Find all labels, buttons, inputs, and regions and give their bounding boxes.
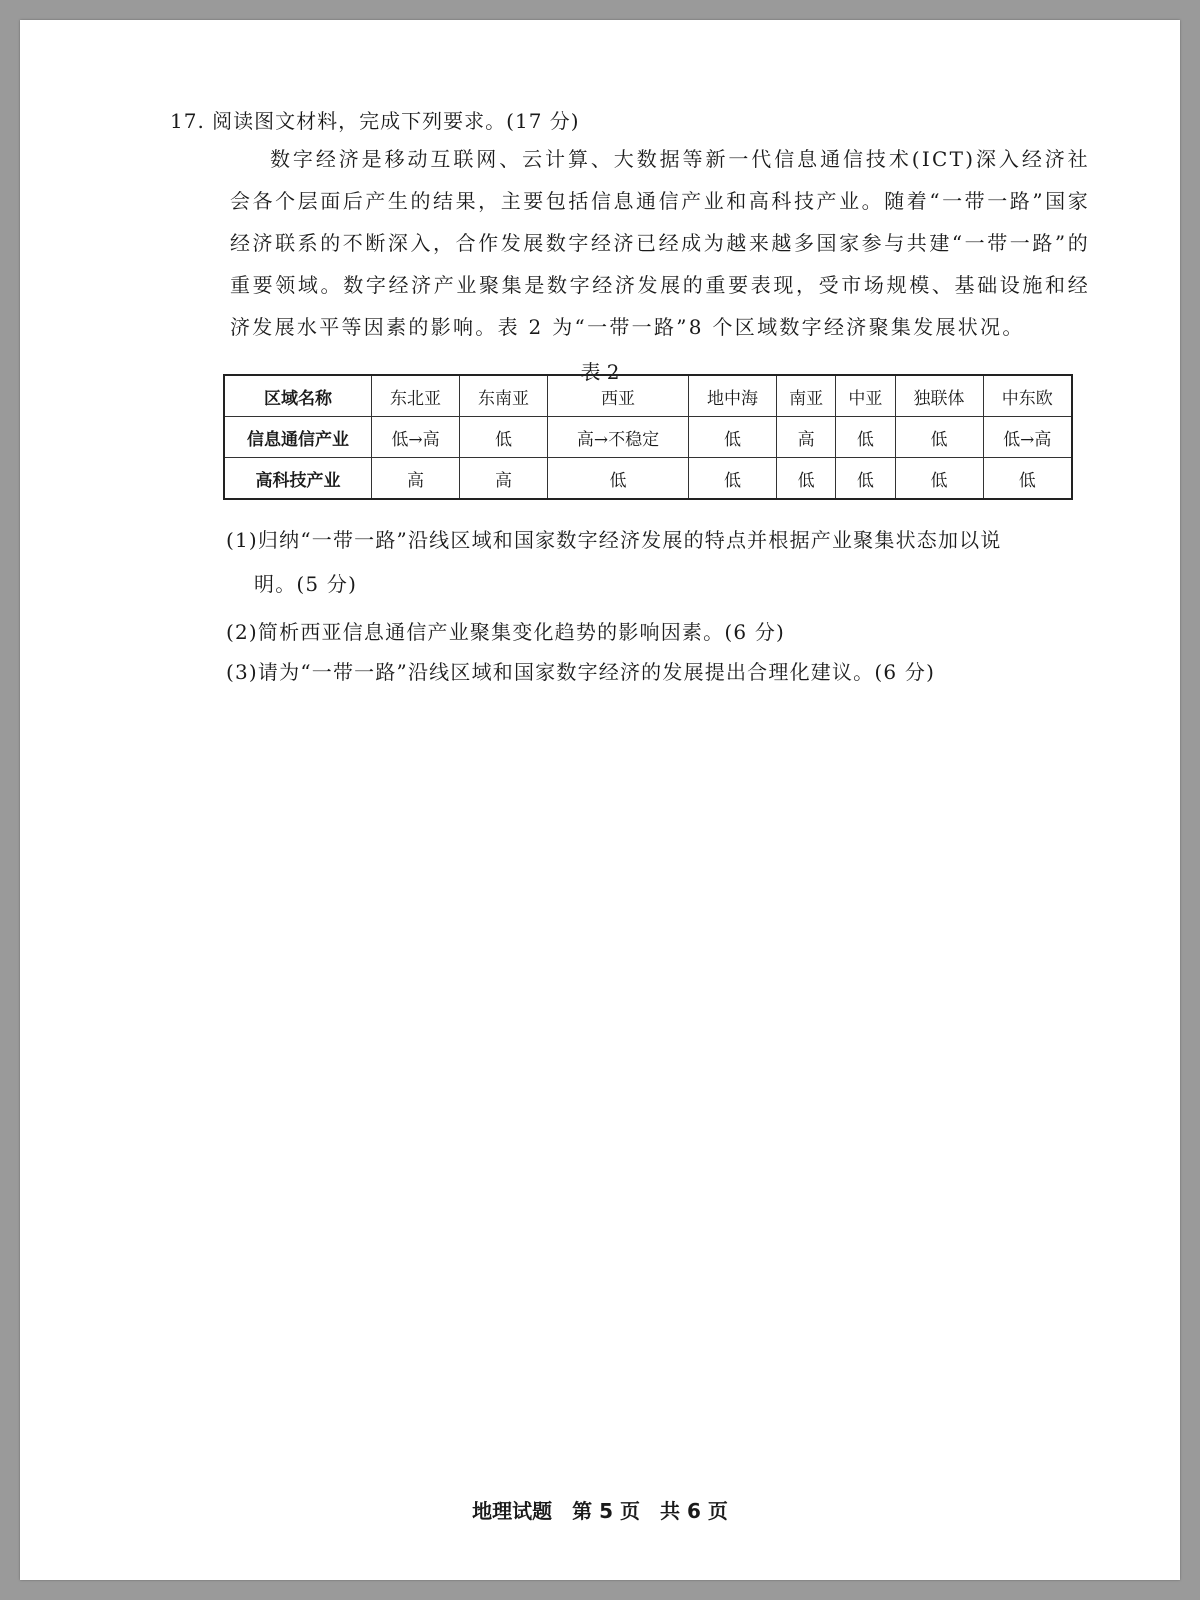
- material-paragraph: 数字经济是移动互联网、云计算、大数据等新一代信息通信技术(ICT)深入经济社会各个层面后产生的结果，主要包括信息通信产业和高科技产业。随着“一带一路”国家经济联系的不断深入，合作发展数字经济已经成为越来越多国家参与共建“一带一路”的重要领域。数字经济产业聚集是数字经济发展的重要表现，受市场规模、基础设施和经济发展水平等因素的影响。表 2 为“一带一路”8 个区域数字经济聚集发展状况。: [230, 147, 1090, 339]
- table-header-cell: 南亚: [777, 375, 836, 417]
- row-label: 信息通信产业: [224, 417, 372, 458]
- table-header-cell: 西亚: [548, 375, 689, 417]
- table-cell: 低: [548, 458, 689, 500]
- table-cell: 高: [777, 417, 836, 458]
- table-caption: 表 2: [580, 360, 620, 384]
- table-cell: 低: [777, 458, 836, 500]
- table-cell: 高: [372, 458, 460, 500]
- page-footer: 地理试题 第 5 页 共 6 页: [472, 1499, 728, 1523]
- table-header-row: [224, 375, 1072, 417]
- table-header-cell: 中亚: [836, 375, 895, 417]
- table-cell: 高→不稳定: [548, 417, 689, 458]
- table-cell: 低: [689, 417, 777, 458]
- table-row: [224, 417, 1072, 458]
- row-label: 高科技产业: [224, 458, 372, 500]
- question-title: 17. 阅读图文材料，完成下列要求。(17 分): [170, 109, 580, 133]
- table-cell: 低→高: [983, 417, 1072, 458]
- data-table: [223, 374, 1073, 500]
- table-row: [224, 458, 1072, 500]
- table-cell: 低: [460, 417, 548, 458]
- table-cell: 低: [836, 458, 895, 500]
- exam-page: [20, 20, 1180, 1580]
- table-cell: 高: [460, 458, 548, 500]
- table-cell: 低: [895, 458, 983, 500]
- table-cell: 低→高: [372, 417, 460, 458]
- table-header-cell: 东南亚: [460, 375, 548, 417]
- subquestion-1-line1: (1)归纳“一带一路”沿线区域和国家数字经济发展的特点并根据产业聚集状态加以说: [226, 528, 1002, 552]
- table-header-label: 区域名称: [224, 375, 372, 417]
- table-cell: 低: [836, 417, 895, 458]
- table-header-cell: 中东欧: [983, 375, 1072, 417]
- table-cell: 低: [895, 417, 983, 458]
- table-cell: 低: [983, 458, 1072, 500]
- table-cell: 低: [689, 458, 777, 500]
- subquestion-2: (2)简析西亚信息通信产业聚集变化趋势的影响因素。(6 分): [226, 620, 786, 644]
- table-header-cell: 独联体: [895, 375, 983, 417]
- subquestion-1-line2: 明。(5 分): [254, 572, 358, 596]
- subquestion-3: (3)请为“一带一路”沿线区域和国家数字经济的发展提出合理化建议。(6 分): [226, 660, 936, 684]
- table-header-cell: 东北亚: [372, 375, 460, 417]
- subquestion-1: [226, 518, 1091, 606]
- table-header-cell: 地中海: [689, 375, 777, 417]
